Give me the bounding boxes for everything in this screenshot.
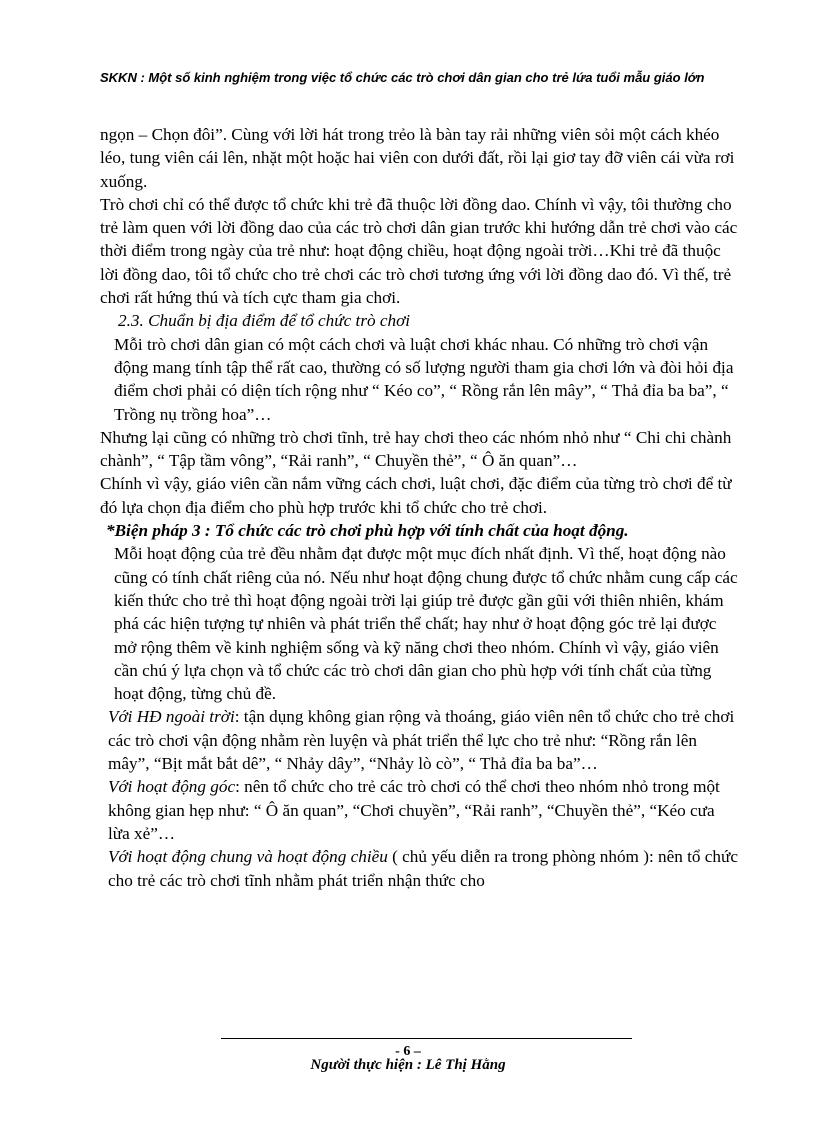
heading-bien-phap-3: *Biện pháp 3 : Tổ chức các trò chơi phù hợp với tính chất của hoạt động. [106,521,629,541]
section-heading-2-3: 2.3. Chuẩn bị địa điểm để tổ chức trò chơi [118,311,411,331]
page-number: - 6 – [395,1044,421,1059]
paragraph-7 [100,705,740,775]
text-outdoor-activity: : tận dụng không gian rộng và thoáng, giáo viên nên tổ chức cho trẻ chơi các trò chơi vận động nhằm rèn luyện và phát triển thể lực cho trẻ như: “Rồng rắn lên mây”, “Bịt mắt bắt dê”, “ Nhảy dây”, “Nhảy lò cò”, “ Thả đỉa ba ba”… [108,707,735,774]
footer-author: Người thực hiện : Lê Thị Hằng [310,1057,506,1073]
text-common-activity: ( chủ yếu diễn ra trong phòng nhóm ): nên tổ chức cho trẻ các trò chơi tĩnh nhằm phát triển nhận thức cho [108,847,738,890]
document-body [100,123,740,892]
paragraph-3: Mỗi trò chơi dân gian có một cách chơi và luật chơi khác nhau. Có những trò chơi vận động mang tính tập thể rất cao, thường có số lượng người tham gia chơi lớn và đòi hỏi địa điểm chơi phải có diện tích rộng như “ Kéo co”, “ Rồng rắn lên mây”, “ Thả đỉa ba ba”, “ Trồng nụ trồng hoa”… [114,334,734,424]
paragraph-5: Chính vì vậy, giáo viên cần nắm vững cách chơi, luật chơi, đặc điểm của từng trò chơi để từ đó lựa chọn địa điểm cho phù hợp trước khi tổ chức cho trẻ chơi. [100,474,732,517]
label-common-activity: Với hoạt động chung và hoạt động chiều [108,847,388,867]
paragraph-8 [100,775,740,845]
paragraph-2: Trò chơi chỉ có thể được tổ chức khi trẻ đã thuộc lời đồng dao. Chính vì vậy, tôi thường cho trẻ làm quen với lời đồng dao của các trò chơi dân gian trước khi hướng dẫn trẻ chơi vào các thời điểm trong ngày của trẻ như: hoạt động chiều, hoạt động ngoài trời…Khi trẻ đã thuộc lời đồng dao, tôi tổ chức cho trẻ chơi các trò chơi tương ứng với lời đồng dao đó. Vì thế, trẻ chơi rất hứng thú và tích cực tham gia chơi. [100,194,738,308]
paragraph-6: Mỗi hoạt động của trẻ đều nhằm đạt được một mục đích nhất định. Vì thế, hoạt động nào cũng có tính chất riêng của nó. Nếu như hoạt động chung được tổ chức nhằm cung cấp các kiến thức cho trẻ thì hoạt động ngoài trời lại giúp trẻ được gần gũi với thiên nhiên, khám phá các hiện tượng tự nhiên và phát triển thể chất; hay như ở hoạt động góc trẻ lại được mở rộng thêm về kinh nghiệm sống và kỹ năng chơi theo nhóm. Chính vì vậy, giáo viên cần chú ý lựa chọn và tổ chức các trò chơi dân gian cho phù hợp với tính chất của từng hoạt động, từng chủ đề. [114,544,738,704]
label-corner-activity: Với hoạt động góc [108,777,236,797]
label-outdoor-activity: Với HĐ ngoài trời [108,707,235,727]
footer-divider [221,1038,632,1039]
paragraph-4: Nhưng lại cũng có những trò chơi tĩnh, trẻ hay chơi theo các nhóm nhỏ như “ Chi chi chành chành”, “ Tập tầm vông”, “Rải ranh”, “ Chuyền thẻ”, “ Ô ăn quan”… [100,427,732,471]
page-header: SKKN : Một số kinh nghiệm trong việc tổ chức các trò chơi dân gian cho trẻ lứa tuổi mẫu giáo lớn [100,70,705,85]
paragraph-1: ngọn – Chọn đôi”. Cùng với lời hát trong trẻo là bàn tay rải những viên sỏi một cách khéo léo, tung viên cái lên, nhặt một hoặc hai viên con dưới đất, rồi lại giơ tay đỡ viên cái vừa rơi xuống. [100,125,735,191]
text-corner-activity: : nên tổ chức cho trẻ các trò chơi có thể chơi theo nhóm nhỏ trong một không gian hẹp như: “ Ô ăn quan”, “Chơi chuyền”, “Rải ranh”, “Chuyền thẻ”, “Kéo cưa lừa xẻ”… [108,777,720,843]
paragraph-9 [100,845,740,892]
